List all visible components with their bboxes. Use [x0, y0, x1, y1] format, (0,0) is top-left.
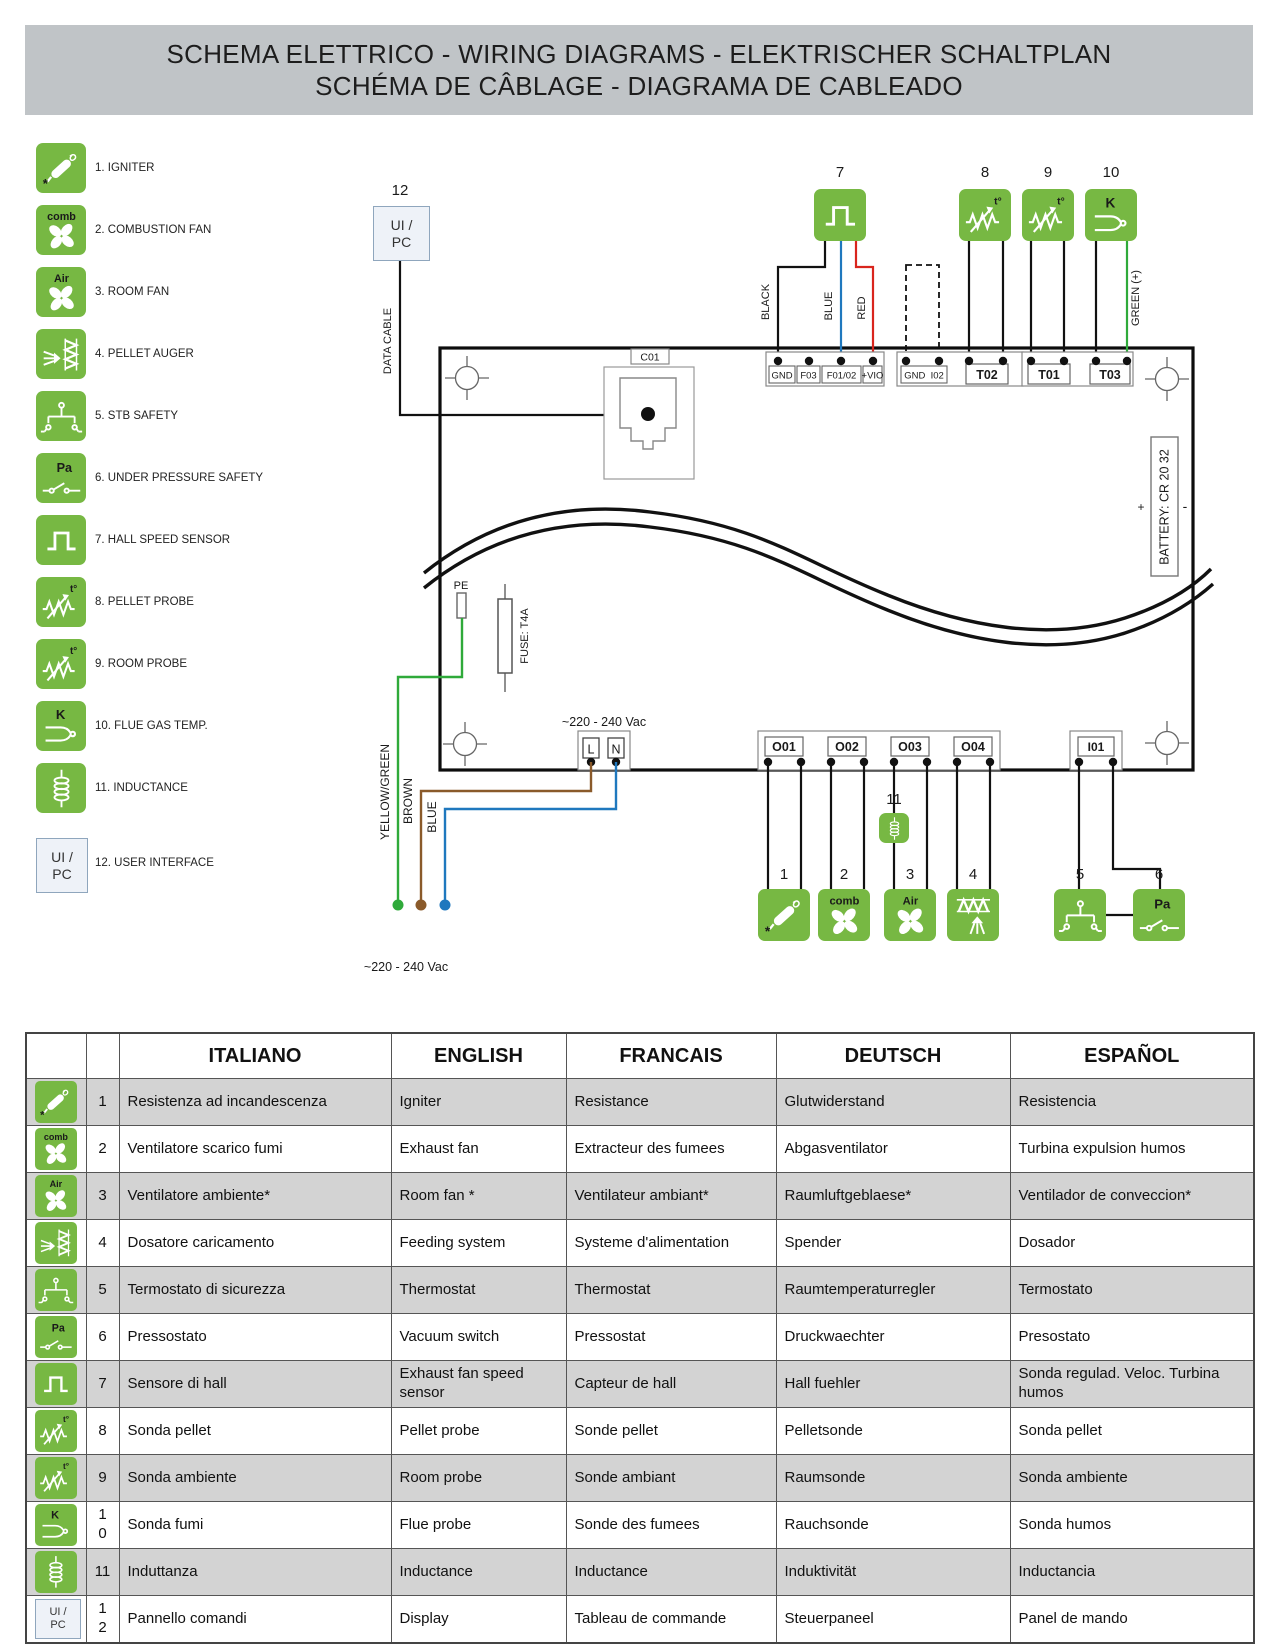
combustion-fan-icon [35, 1128, 77, 1170]
translation-table-wrap [25, 1032, 1253, 1644]
table-cell-es: Sonda humos [1010, 1502, 1254, 1549]
blue-wire-end [440, 900, 451, 911]
svg-text:FUSE: T4A: FUSE: T4A [519, 608, 531, 664]
table-cell-fr: Systeme d'alimentation [566, 1220, 776, 1267]
translation-table [25, 1032, 1255, 1644]
svg-text:O03: O03 [898, 740, 922, 754]
c01-connector [604, 349, 694, 479]
svg-text:t°: t° [63, 1462, 70, 1472]
header-francais: FRANCAIS [566, 1033, 776, 1079]
svg-text:N: N [611, 742, 621, 757]
legend-item-label: 8. PELLET PROBE [95, 596, 194, 608]
header-italiano: ITALIANO [119, 1033, 391, 1079]
table-cell-it: Sonda pellet [119, 1408, 391, 1455]
table-row [26, 1408, 1254, 1455]
device-number-11: 11 [886, 791, 902, 808]
table-cell-fr: Sonde pellet [566, 1408, 776, 1455]
probe-icon [1022, 189, 1074, 241]
svg-text:*: * [764, 923, 770, 939]
table-header-row [26, 1033, 1254, 1079]
brown-wire [421, 762, 591, 901]
row-number: 6 [86, 1314, 119, 1361]
row-icon-cell [26, 1220, 86, 1267]
device-number-7: 7 [835, 164, 845, 181]
probe-wires [969, 240, 1096, 361]
inductance-icon [36, 763, 86, 813]
legend-item-label: 7. HALL SPEED SENSOR [95, 534, 231, 546]
device-number-5: 5 [1075, 866, 1085, 883]
combustion-fan-icon [818, 889, 870, 941]
svg-text:*: * [42, 175, 48, 191]
black-wire-label: BLACK [760, 283, 772, 321]
table-cell-en: Room probe [391, 1455, 566, 1502]
table-cell-fr: Sonde des fumees [566, 1502, 776, 1549]
table-cell-fr: Thermostat [566, 1267, 776, 1314]
svg-text:O01: O01 [772, 740, 796, 754]
row-number: 8 [86, 1408, 119, 1455]
table-cell-de: Raumsonde [776, 1455, 1010, 1502]
legend-item-label: 6. UNDER PRESSURE SAFETY [95, 472, 264, 484]
table-row [26, 1314, 1254, 1361]
device-number-4: 4 [968, 866, 978, 883]
legend-item-label: 11. INDUCTANCE [95, 782, 188, 794]
svg-text:Air: Air [902, 895, 918, 908]
table-cell-fr: Inductance [566, 1549, 776, 1596]
svg-text:Pa: Pa [56, 460, 72, 475]
svg-text:T03: T03 [1099, 368, 1121, 382]
row-icon-cell [26, 1408, 86, 1455]
table-cell-it: Ventilatore scarico fumi [119, 1126, 391, 1173]
table-cell-de: Raumluftgeblaese* [776, 1173, 1010, 1220]
table-cell-it: Sensore di hall [119, 1361, 391, 1408]
table-cell-de: Spender [776, 1220, 1010, 1267]
page-title-line2: SCHÉMA DE CÂBLAGE - DIAGRAMA DE CABLEADO [315, 71, 963, 101]
row-number: 5 [86, 1267, 119, 1314]
table-cell-fr: Ventilateur ambiant* [566, 1173, 776, 1220]
table-cell-es: Resistencia [1010, 1079, 1254, 1126]
red-wire-label: RED [856, 296, 868, 320]
row-icon-cell [26, 1079, 86, 1126]
pellet-auger-icon [36, 329, 86, 379]
igniter-icon [36, 143, 86, 193]
table-cell-it: Dosatore caricamento [119, 1220, 391, 1267]
table-cell-es: Sonda ambiente [1010, 1455, 1254, 1502]
svg-text:C01: C01 [640, 351, 660, 364]
svg-text:t°: t° [69, 583, 77, 595]
legend-item-label: 12. USER INTERFACE [95, 857, 214, 869]
table-row [26, 1502, 1254, 1549]
flue-gas-icon [1085, 189, 1137, 241]
row-icon-cell [26, 1267, 86, 1314]
pressure-safety-icon [35, 1316, 77, 1358]
hall-sensor-icon [36, 515, 86, 565]
table-cell-de: Glutwiderstand [776, 1079, 1010, 1126]
page-title-line1: SCHEMA ELETTRICO - WIRING DIAGRAMS - ELEKTRISCHER SCHALTPLAN [166, 38, 1112, 69]
probe-icon [36, 639, 86, 689]
row-number: 2 [86, 1126, 119, 1173]
inductance-icon [35, 1551, 77, 1593]
table-cell-it: Ventilatore ambiente* [119, 1173, 391, 1220]
row-icon-cell [26, 1126, 86, 1173]
table-cell-en: Pellet probe [391, 1408, 566, 1455]
pellet-auger-icon [35, 1222, 77, 1264]
table-row [26, 1596, 1254, 1644]
blue-wire-label: BLUE [823, 291, 835, 321]
igniter-icon [758, 889, 810, 941]
ui-pc-box: UI / PC [373, 206, 430, 261]
table-cell-de: Raumtemperaturregler [776, 1267, 1010, 1314]
svg-text:O02: O02 [835, 740, 859, 754]
svg-text:O04: O04 [961, 740, 985, 754]
svg-text:F01/02: F01/02 [826, 370, 857, 382]
table-row [26, 1220, 1254, 1267]
table-row [26, 1126, 1254, 1173]
probe-icon [35, 1457, 77, 1499]
table-cell-en: Flue probe [391, 1502, 566, 1549]
svg-text:K: K [1105, 195, 1115, 211]
battery-plus: + [1137, 500, 1145, 514]
legend-item-label: 4. PELLET AUGER [95, 348, 194, 360]
svg-text:T01: T01 [1038, 368, 1060, 382]
row-icon-cell [26, 1596, 86, 1644]
legend-item-label: 9. ROOM PROBE [95, 658, 188, 670]
table-cell-de: Pelletsonde [776, 1408, 1010, 1455]
row-icon-cell [26, 1314, 86, 1361]
svg-text:PE: PE [453, 580, 469, 592]
room-fan-icon [36, 267, 86, 317]
row-number: 3 [86, 1173, 119, 1220]
svg-text:comb: comb [829, 895, 859, 908]
flue-gas-icon [35, 1504, 77, 1546]
device-number-2: 2 [839, 866, 849, 883]
svg-text:Pa: Pa [1153, 896, 1170, 912]
legend-item-label: 1. IGNITER [95, 162, 155, 174]
brown-wire-end [416, 900, 427, 911]
room-fan-icon [884, 889, 936, 941]
table-row [26, 1455, 1254, 1502]
table-cell-de: Rauchsonde [776, 1502, 1010, 1549]
table-row [26, 1361, 1254, 1408]
ui-pc-box: UI / PC [36, 838, 88, 893]
table-cell-it: Termostato di sicurezza [119, 1267, 391, 1314]
table-cell-en: Igniter [391, 1079, 566, 1126]
table-cell-fr: Capteur de hall [566, 1361, 776, 1408]
table-cell-de: Induktivität [776, 1549, 1010, 1596]
yellow-green-label: YELLOW/GREEN [378, 743, 392, 841]
row-number: 10 [86, 1502, 119, 1549]
row-number: 9 [86, 1455, 119, 1502]
num-column-header [86, 1033, 119, 1079]
device-number-9: 9 [1043, 164, 1053, 181]
svg-text:T02: T02 [976, 368, 998, 382]
control-board [440, 348, 1193, 770]
table-cell-de: Abgasventilator [776, 1126, 1010, 1173]
pressure-safety-icon [1133, 889, 1185, 941]
svg-text:Air: Air [49, 1179, 63, 1190]
row-number: 12 [86, 1596, 119, 1644]
svg-text:comb: comb [46, 210, 76, 223]
table-cell-en: Exhaust fan speed sensor [391, 1361, 566, 1408]
svg-text:I01: I01 [1087, 740, 1105, 754]
table-cell-en: Room fan * [391, 1173, 566, 1220]
table-cell-fr: Pressostat [566, 1314, 776, 1361]
row-icon-cell [26, 1361, 86, 1408]
table-cell-es: Termostato [1010, 1267, 1254, 1314]
device-number-3: 3 [905, 866, 915, 883]
device-number-12: 12 [391, 182, 409, 199]
svg-text:+VIO: +VIO [861, 370, 884, 382]
svg-text:GND I02: GND I02 [904, 370, 944, 382]
table-cell-en: Vacuum switch [391, 1314, 566, 1361]
svg-text:comb: comb [44, 1132, 69, 1143]
table-cell-es: Sonda regulad. Veloc. Turbina humos [1010, 1361, 1254, 1408]
data-cable-label: DATA CABLE [382, 307, 394, 375]
battery-minus: - [1182, 498, 1188, 514]
svg-text:L: L [587, 742, 595, 757]
legend-item-label: 10. FLUE GAS TEMP. [95, 720, 208, 732]
legend-item-label: 2. COMBUSTION FAN [95, 224, 212, 236]
table-cell-en: Display [391, 1596, 566, 1644]
table-cell-es: Presostato [1010, 1314, 1254, 1361]
blue2-wire-label: BLUE [425, 801, 439, 833]
table-cell-fr: Resistance [566, 1079, 776, 1126]
vac-top-label: ~220 - 240 Vac [561, 715, 647, 729]
igniter-icon [35, 1081, 77, 1123]
green-wire-label: GREEN (+) [1130, 270, 1142, 326]
stb-safety-icon [35, 1269, 77, 1311]
table-row [26, 1549, 1254, 1596]
svg-text:t°: t° [993, 196, 1002, 208]
table-cell-es: Panel de mando [1010, 1596, 1254, 1644]
vac-bottom-label: ~220 - 240 Vac [363, 960, 449, 974]
header-english: ENGLISH [391, 1033, 566, 1079]
top-connectors [766, 352, 1133, 386]
table-cell-es: Ventilador de conveccion* [1010, 1173, 1254, 1220]
svg-text:K: K [51, 1509, 60, 1522]
table-cell-it: Resistenza ad incandescenza [119, 1079, 391, 1126]
row-number: 7 [86, 1361, 119, 1408]
table-cell-de: Hall fuehler [776, 1361, 1010, 1408]
svg-text:t°: t° [69, 645, 77, 657]
earth-wire-end [393, 900, 404, 911]
room-fan-icon [35, 1175, 77, 1217]
row-icon-cell [26, 1455, 86, 1502]
table-cell-es: Inductancia [1010, 1549, 1254, 1596]
header-espanol: ESPAÑOL [1010, 1033, 1254, 1079]
table-cell-fr: Sonde ambiant [566, 1455, 776, 1502]
row-number: 11 [86, 1549, 119, 1596]
flue-gas-icon [36, 701, 86, 751]
svg-text:Air: Air [53, 272, 69, 285]
table-cell-it: Sonda fumi [119, 1502, 391, 1549]
table-cell-en: Inductance [391, 1549, 566, 1596]
svg-text:t°: t° [1056, 196, 1065, 208]
svg-text:BATTERY: CR 20 32: BATTERY: CR 20 32 [1157, 449, 1172, 565]
inductance-icon [879, 813, 909, 843]
device-number-8: 8 [980, 164, 990, 181]
table-cell-it: Sonda ambiente [119, 1455, 391, 1502]
stb-safety-icon [36, 391, 86, 441]
probe-icon [36, 577, 86, 627]
table-cell-es: Dosador [1010, 1220, 1254, 1267]
svg-text:Pa: Pa [52, 1322, 66, 1335]
table-cell-es: Turbina expulsion humos [1010, 1126, 1254, 1173]
row-icon-cell [26, 1549, 86, 1596]
svg-text:K: K [55, 706, 65, 722]
stb-safety-icon [1054, 889, 1106, 941]
header-deutsch: DEUTSCH [776, 1033, 1010, 1079]
table-cell-en: Feeding system [391, 1220, 566, 1267]
probe-icon [959, 189, 1011, 241]
table-cell-it: Pressostato [119, 1314, 391, 1361]
table-cell-de: Druckwaechter [776, 1314, 1010, 1361]
legend-item-label: 3. ROOM FAN [95, 286, 170, 298]
device-number-6: 6 [1154, 866, 1164, 883]
table-row [26, 1267, 1254, 1314]
svg-text:t°: t° [63, 1415, 70, 1425]
device-number-10: 10 [1102, 164, 1120, 181]
row-number: 1 [86, 1079, 119, 1126]
table-row [26, 1079, 1254, 1126]
table-cell-it: Pannello comandi [119, 1596, 391, 1644]
legend-item-label: 5. STB SAFETY [95, 410, 179, 422]
svg-text:*: * [40, 1109, 45, 1121]
pressure-safety-icon [36, 453, 86, 503]
svg-text:F03: F03 [800, 370, 817, 382]
hall-sensor-icon [35, 1363, 77, 1405]
row-icon-cell [26, 1173, 86, 1220]
table-row [26, 1173, 1254, 1220]
optional-sensor-placeholder [906, 265, 939, 355]
hall-sensor-icon [814, 189, 866, 241]
row-number: 4 [86, 1220, 119, 1267]
table-cell-fr: Tableau de commande [566, 1596, 776, 1644]
table-cell-es: Sonda pellet [1010, 1408, 1254, 1455]
brown-wire-label: BROWN [401, 778, 415, 824]
ui-pc-box: UI / PC [35, 1599, 81, 1639]
icon-column-header [26, 1033, 86, 1079]
probe-icon [35, 1410, 77, 1452]
svg-text:GND: GND [771, 370, 793, 382]
table-cell-fr: Extracteur des fumees [566, 1126, 776, 1173]
row-icon-cell [26, 1502, 86, 1549]
device-number-1: 1 [779, 866, 789, 883]
table-cell-en: Thermostat [391, 1267, 566, 1314]
combustion-fan-icon [36, 205, 86, 255]
table-cell-it: Induttanza [119, 1549, 391, 1596]
table-cell-en: Exhaust fan [391, 1126, 566, 1173]
table-cell-de: Steuerpaneel [776, 1596, 1010, 1644]
pellet-auger-icon [947, 889, 999, 941]
